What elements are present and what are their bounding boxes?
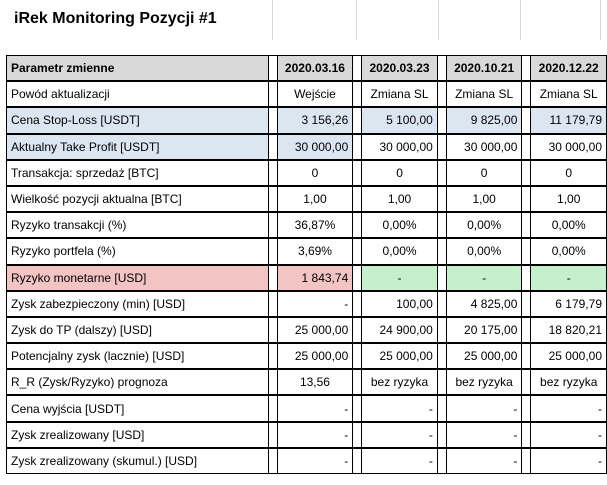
cell[interactable]: 0,00% (530, 212, 607, 238)
cell[interactable]: 11 179,79 (530, 107, 607, 133)
cell[interactable]: 13,56 (277, 369, 354, 395)
cell[interactable]: 0,00% (446, 212, 523, 238)
cell[interactable]: 30 000,00 (446, 134, 523, 160)
title-row (0, 0, 607, 40)
cell[interactable]: 1,00 (530, 186, 607, 212)
cell[interactable]: - (446, 265, 523, 291)
cell[interactable]: - (446, 448, 523, 474)
cell[interactable]: 3,69% (277, 238, 354, 264)
row-label[interactable]: Zysk zabezpieczony (min) [USD] (6, 291, 269, 317)
cell[interactable]: 30 000,00 (530, 134, 607, 160)
cell[interactable]: 25 000,00 (530, 343, 607, 369)
sheet-title: iRek Monitoring Pozycji #1 (14, 10, 217, 27)
table-row (6, 265, 607, 291)
cell[interactable]: - (446, 395, 523, 421)
cell[interactable]: Zmiana SL (361, 81, 438, 107)
cell[interactable]: - (530, 395, 607, 421)
cell[interactable]: - (361, 422, 438, 448)
cell[interactable]: - (361, 448, 438, 474)
row-label[interactable]: Powód aktualizacji (6, 81, 269, 107)
cell[interactable]: Wejście (277, 81, 354, 107)
header-date-3[interactable]: 2020.10.21 (446, 55, 523, 81)
table-row (6, 81, 607, 107)
cell[interactable]: 30 000,00 (277, 134, 354, 160)
cell[interactable]: bez ryzyka (361, 369, 438, 395)
row-label[interactable]: Cena wyjścia [USDT] (6, 395, 269, 421)
cell[interactable]: - (277, 395, 354, 421)
row-label[interactable]: Ryzyko transakcji (%) (6, 212, 269, 238)
cell[interactable]: 4 825,00 (446, 291, 523, 317)
header-label[interactable]: Parametr zmienne (6, 55, 269, 81)
header-date-1[interactable]: 2020.03.16 (277, 55, 354, 81)
row-label[interactable]: Ryzyko portfela (%) (6, 238, 269, 264)
header-date-2[interactable]: 2020.03.23 (361, 55, 438, 81)
table-row (6, 317, 607, 343)
table-row (6, 107, 607, 133)
cell[interactable]: 3 156,26 (277, 107, 354, 133)
cell[interactable]: 25 000,00 (277, 317, 354, 343)
cell[interactable]: - (361, 265, 438, 291)
cell[interactable]: 20 175,00 (446, 317, 523, 343)
cell[interactable]: 30 000,00 (361, 134, 438, 160)
table-row (6, 369, 607, 395)
cell[interactable]: 25 000,00 (361, 343, 438, 369)
row-label[interactable]: Zysk zrealizowany [USD] (6, 422, 269, 448)
cell[interactable]: - (530, 265, 607, 291)
cell[interactable]: 0 (530, 160, 607, 186)
table-row (6, 291, 607, 317)
cell[interactable]: - (277, 422, 354, 448)
cell[interactable]: 6 179,79 (530, 291, 607, 317)
row-label[interactable]: Transakcja: sprzedaż [BTC] (6, 160, 269, 186)
cell[interactable]: 9 825,00 (446, 107, 523, 133)
cell[interactable]: 1,00 (361, 186, 438, 212)
cell[interactable]: bez ryzyka (446, 369, 523, 395)
cell[interactable]: 0,00% (530, 238, 607, 264)
cell[interactable]: 0 (361, 160, 438, 186)
table-row (6, 238, 607, 264)
table-row (6, 343, 607, 369)
cell[interactable]: Zmiana SL (446, 81, 523, 107)
cell[interactable]: - (277, 448, 354, 474)
cell[interactable]: - (446, 422, 523, 448)
cell[interactable]: 24 900,00 (361, 317, 438, 343)
row-label[interactable]: Zysk do TP (dalszy) [USD] (6, 317, 269, 343)
row-label[interactable]: Aktualny Take Profit [USDT] (6, 134, 269, 160)
table-row (6, 186, 607, 212)
cell[interactable]: Zmiana SL (530, 81, 607, 107)
cell[interactable]: 0 (277, 160, 354, 186)
row-label[interactable]: Ryzyko monetarne [USD] (6, 265, 269, 291)
cell[interactable]: 5 100,00 (361, 107, 438, 133)
cell[interactable]: 1 843,74 (277, 265, 354, 291)
row-label[interactable]: Cena Stop-Loss [USDT] (6, 107, 269, 133)
cell[interactable]: 0,00% (361, 212, 438, 238)
table-row (6, 134, 607, 160)
header-row (6, 55, 607, 81)
cell[interactable]: 0 (446, 160, 523, 186)
cell[interactable]: - (530, 422, 607, 448)
table-row (6, 212, 607, 238)
position-table (6, 55, 607, 474)
cell[interactable]: bez ryzyka (530, 369, 607, 395)
cell[interactable]: 1,00 (277, 186, 354, 212)
cell[interactable]: - (361, 395, 438, 421)
row-label[interactable]: Zysk zrealizowany (skumul.) [USD] (6, 448, 269, 474)
cell[interactable]: 25 000,00 (446, 343, 523, 369)
cell[interactable]: 36,87% (277, 212, 354, 238)
cell[interactable]: 100,00 (361, 291, 438, 317)
row-label[interactable]: R_R (Zysk/Ryzyko) prognoza (6, 369, 269, 395)
cell[interactable]: 1,00 (446, 186, 523, 212)
row-label[interactable]: Wielkość pozycji aktualna [BTC] (6, 186, 269, 212)
cell[interactable]: - (277, 291, 354, 317)
cell[interactable]: - (530, 448, 607, 474)
cell[interactable]: 0,00% (361, 238, 438, 264)
header-date-4[interactable]: 2020.12.22 (530, 55, 607, 81)
row-label[interactable]: Potencjalny zysk (lacznie) [USD] (6, 343, 269, 369)
cell[interactable]: 18 820,21 (530, 317, 607, 343)
table-row (6, 395, 607, 421)
cell[interactable]: 0,00% (446, 238, 523, 264)
table-row (6, 448, 607, 474)
cell[interactable]: 25 000,00 (277, 343, 354, 369)
table-row (6, 160, 607, 186)
table-row (6, 422, 607, 448)
